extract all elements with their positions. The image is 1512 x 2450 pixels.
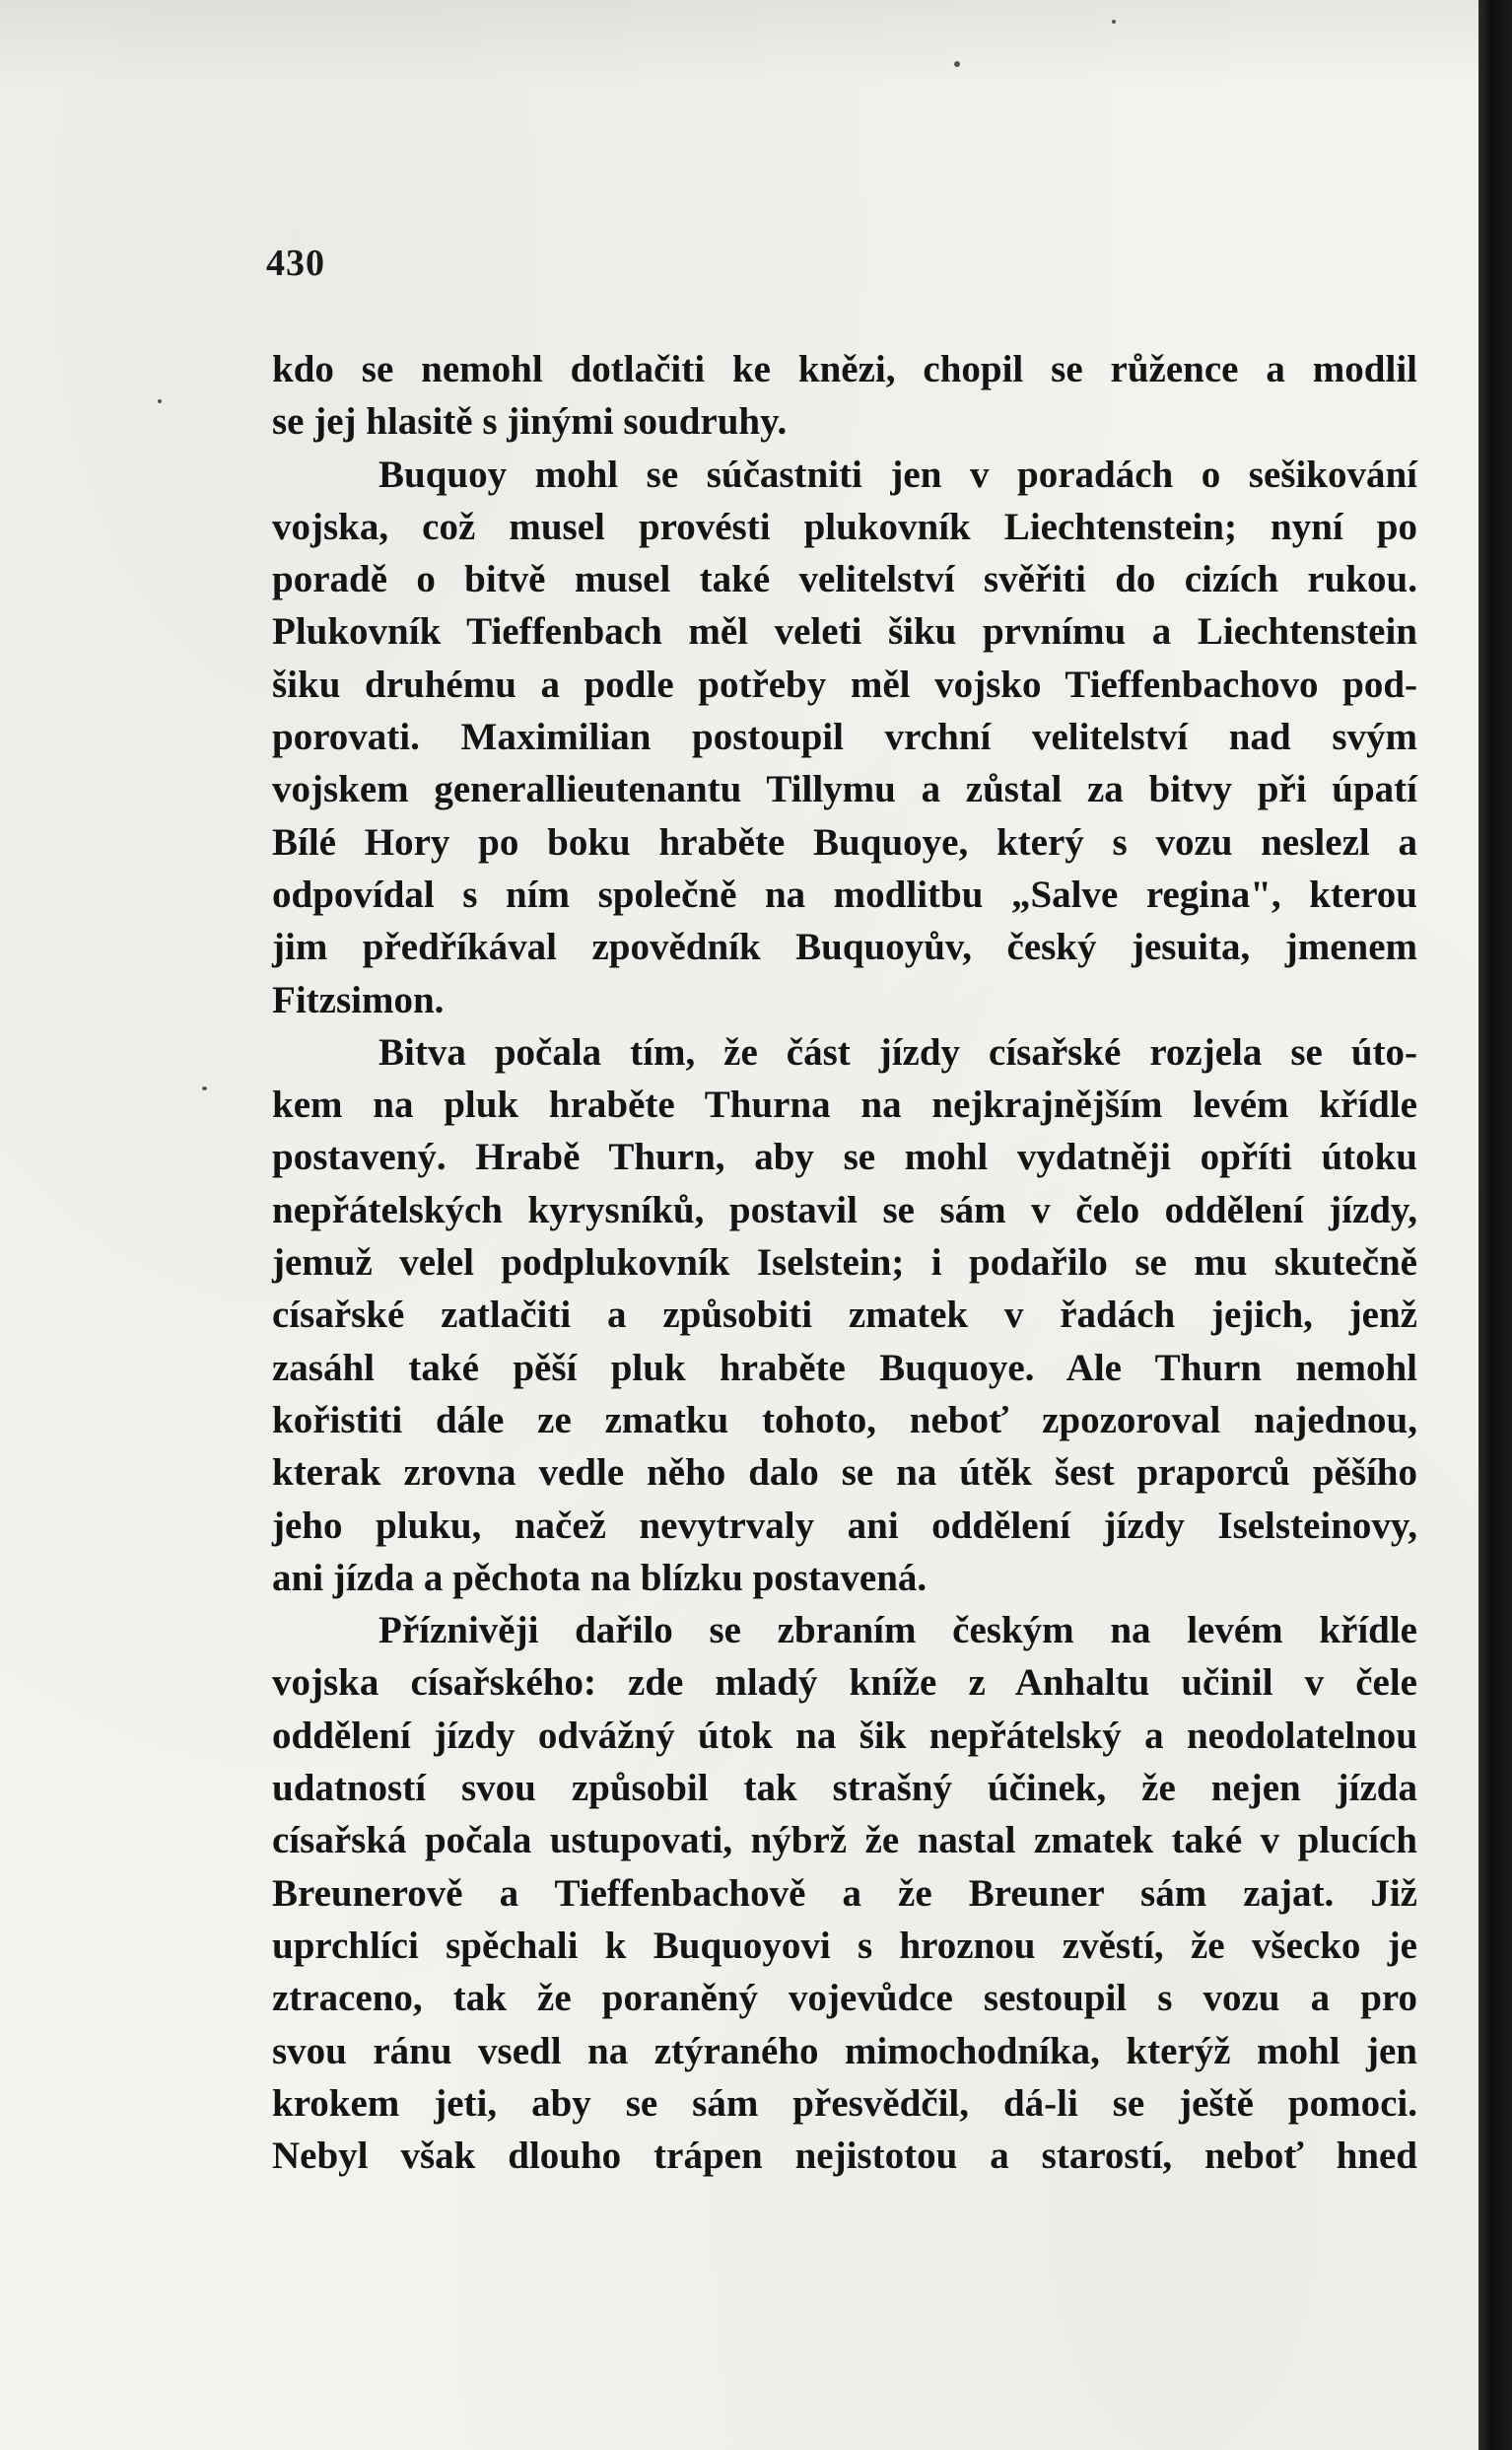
text-line: se jej hlasitě s jinými soudruhy. <box>272 400 788 444</box>
text-line: zasáhl také pěší pluk hraběte Buquoye. Ale Thurn nemohl <box>272 1346 1417 1389</box>
text-line: Breunerově a Tieffenbachově a že Breuner sám zajat. Již <box>272 1871 1417 1915</box>
text-line: ztraceno, tak že poraněný vojevůdce sestoupil s vozu a pro <box>272 1977 1417 2020</box>
text-line: Nebyl však dlouho trápen nejistotou a starostí, neboť hned <box>272 2135 1417 2178</box>
text-line: šiku druhému a podle potřeby měl vojsko Tieffenbachovo pod- <box>272 663 1417 706</box>
text-line: jim předříkával zpovědník Buquoyův, český jesuita, jmenem <box>272 926 1417 969</box>
text-line: kem na pluk hraběte Thurna na nejkrajnějším levém křídle <box>272 1084 1417 1127</box>
page-top-shading <box>0 0 1478 89</box>
text-line: kdo se nemohl dotlačiti ke knězi, chopil se růžence a modlil <box>272 348 1417 390</box>
text-line: vojska, což musel provésti plukovník Liechtenstein; nyní po <box>272 505 1417 548</box>
text-line: poradě o bitvě musel také velitelství svěřiti do cizích rukou. <box>272 558 1417 601</box>
paper-speck <box>202 1086 207 1090</box>
text-line: krokem jeti, aby se sám přesvědčil, dá-li se ještě pomoci. <box>272 2081 1417 2125</box>
text-line: oddělení jízdy odvážný útok na šik nepřátelský a neodolatelnou <box>272 1714 1417 1757</box>
text-line: jeho pluku, načež nevytrvaly ani oddělení jízdy Iselsteinovy, <box>272 1504 1417 1547</box>
text-line: jemuž velel podplukovník Iselstein; i podařilo se mu skutečně <box>272 1241 1417 1285</box>
text-line: svou ránu vsedl na ztýraného mimochodníka, kterýž mohl jen <box>272 2029 1417 2072</box>
text-line: císařské zatlačiti a způsobiti zmatek v řadách jejich, jenž <box>272 1294 1417 1337</box>
text-line: uprchlíci spěchali k Buquoyovi s hroznou zvěstí, že všecko je <box>272 1924 1417 1967</box>
text-line: postavený. Hrabě Thurn, aby se mohl vydatněji opříti útoku <box>272 1136 1417 1179</box>
text-line: kterak zrovna vedle něho dalo se na útěk šest praporců pěšího <box>272 1451 1417 1495</box>
text-line: ani jízda a pěchota na blízku postavená. <box>272 1556 928 1599</box>
text-line: vojskem generallieutenantu Tillymu a zůstal za bitvy při úpatí <box>272 768 1417 811</box>
paper-speck <box>158 399 162 403</box>
body-text <box>272 343 1417 2182</box>
text-line: Příznivěji dařilo se zbraním českým na levém křídle <box>378 1609 1417 1652</box>
text-line: Fitzsimon. <box>272 978 445 1021</box>
paper-speck <box>1112 20 1116 24</box>
text-line: kořistiti dále ze zmatku tohoto, neboť zpozoroval najednou, <box>272 1398 1417 1441</box>
text-line: Buquoy mohl se súčastniti jen v poradách o sešikování <box>378 453 1417 496</box>
text-line: porovati. Maximilian postoupil vrchní velitelství nad svým <box>272 716 1417 759</box>
text-line: nepřátelských kyrysníků, postavil se sám v čelo oddělení jízdy, <box>272 1188 1417 1231</box>
text-line: udatností svou způsobil tak strašný účinek, že nejen jízda <box>272 1767 1417 1810</box>
book-binding-edge <box>1478 0 1512 2450</box>
text-line: vojska císařského: zde mladý kníže z Anhaltu učinil v čele <box>272 1661 1417 1705</box>
text-line: Plukovník Tieffenbach měl veleti šiku prvnímu a Liechtenstein <box>272 610 1417 654</box>
text-line: císařská počala ustupovati, nýbrž že nastal zmatek také v plucích <box>272 1819 1417 1862</box>
text-line: odpovídal s ním společně na modlitbu „Salve regina", kterou <box>272 873 1417 916</box>
text-line: Bitva počala tím, že část jízdy císařské rozjela se úto- <box>378 1030 1417 1074</box>
paper-speck <box>954 61 960 67</box>
text-line: Bílé Hory po boku hraběte Buquoye, který s vozu neslezl a <box>272 820 1417 864</box>
page-number: 430 <box>266 243 325 284</box>
